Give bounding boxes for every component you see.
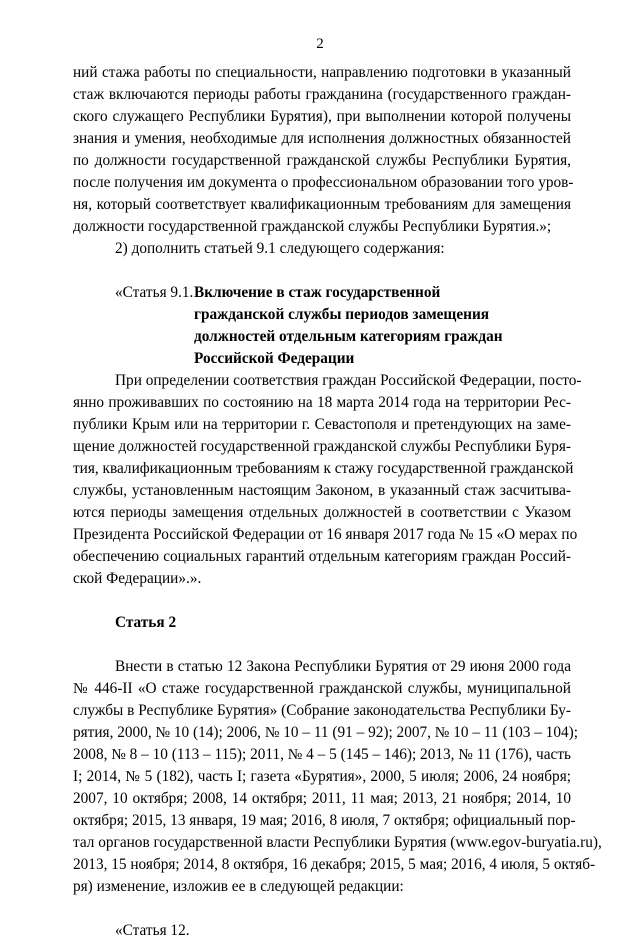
- article-title-line: должностей отдельным категориям граждан: [194, 328, 503, 345]
- article-label: «Статья 9.1.: [115, 284, 194, 301]
- text-line: тал органов государственной власти Республики Бурятия (www.egov-buryatia.ru),: [73, 834, 602, 851]
- text-line: щение должностей государственной гражданской службы Республики Буря-: [73, 438, 571, 455]
- article-title: [194, 282, 503, 370]
- text-line: При определении соответствия граждан Российской Федерации, посто-: [115, 372, 582, 389]
- text-line: I; 2014, № 5 (182), часть I; газета «Бурятия», 2000, 5 июля; 2006, 24 ноября;: [73, 768, 571, 785]
- article-label: «Статья 12.: [115, 922, 190, 939]
- text-line: 2007, 10 октября; 2008, 14 октября; 2011, 11 мая; 2013, 21 ноября; 2014, 10: [73, 790, 571, 807]
- text-line: ской Федерации».».: [73, 570, 202, 587]
- text-line: ются периоды замещения отдельных должностей в соответствии с Указом: [73, 504, 571, 521]
- text-line: янно проживавших по состоянию на 18 марта 2014 года на территории Рес-: [73, 394, 571, 411]
- text-line: стаж включаются периоды работы гражданина (государственного граждан-: [73, 86, 571, 103]
- article-title-line: Включение в стаж государственной: [194, 284, 441, 301]
- text-line: после получения им документа о профессиональном образовании того уров-: [73, 174, 574, 191]
- text-line: тия, квалификационным требованиям к стажу государственной гражданской: [73, 460, 574, 477]
- text-line: ря) изменение, изложив ее в следующей редакции:: [73, 878, 404, 895]
- article-title-line: гражданской службы периодов замещения: [194, 306, 490, 323]
- list-item-2: 2) дополнить статьей 9.1 следующего содержания:: [115, 240, 445, 257]
- text-line: Президента Российской Федерации от 16 января 2017 года № 15 «О мерах по: [73, 526, 578, 543]
- text-line: знания и умения, необходимые для исполнения должностных обязанностей: [73, 130, 571, 147]
- text-line: ского служащего Республики Бурятия), при выполнении которой получены: [73, 108, 571, 125]
- article-title-line: Российской Федерации: [194, 350, 355, 367]
- text-line: рятия, 2000, № 10 (14); 2006, № 10 – 11 (91 – 92); 2007, № 10 – 11 (103 – 104);: [73, 724, 578, 741]
- text-line: должности государственной гражданской службы Республики Бурятия.»;: [73, 218, 552, 235]
- text-line: ний стажа работы по специальности, направлению подготовки в указанный: [73, 64, 571, 81]
- text-line: № 446-II «О стаже государственной гражданской службы, муниципальной: [73, 680, 571, 697]
- page-number: 2: [316, 36, 324, 52]
- text-line: 2008, № 8 – 10 (113 – 115); 2011, № 4 – 5 (145 – 146); 2013, № 11 (176), часть: [73, 746, 571, 763]
- text-line: службы в Республике Бурятия» (Собрание законодательства Республики Бу-: [73, 702, 571, 719]
- article-2-heading: Статья 2: [115, 614, 177, 631]
- text-line: по должности государственной гражданской службы Республики Бурятия,: [73, 152, 571, 169]
- text-line: 2013, 15 ноября; 2014, 8 октября, 16 декабря; 2015, 5 мая; 2016, 4 июля, 5 октяб-: [73, 856, 596, 873]
- text-line: ня, который соответствует квалификационным требованиям для замещения: [73, 196, 571, 213]
- text-line: обеспечению социальных гарантий отдельным категориям граждан Россий-: [73, 548, 571, 565]
- text-line: службы, установленным настоящим Законом, в указанный стаж засчитыва-: [73, 482, 571, 499]
- text-line: Внести в статью 12 Закона Республики Бурятия от 29 июня 2000 года: [115, 658, 571, 675]
- text-line: публики Крым или на территории г. Севастополя и претендующих на заме-: [73, 416, 571, 433]
- text-line: октября; 2015, 13 января, 19 мая; 2016, 8 июля, 7 октября; официальный пор-: [73, 812, 576, 829]
